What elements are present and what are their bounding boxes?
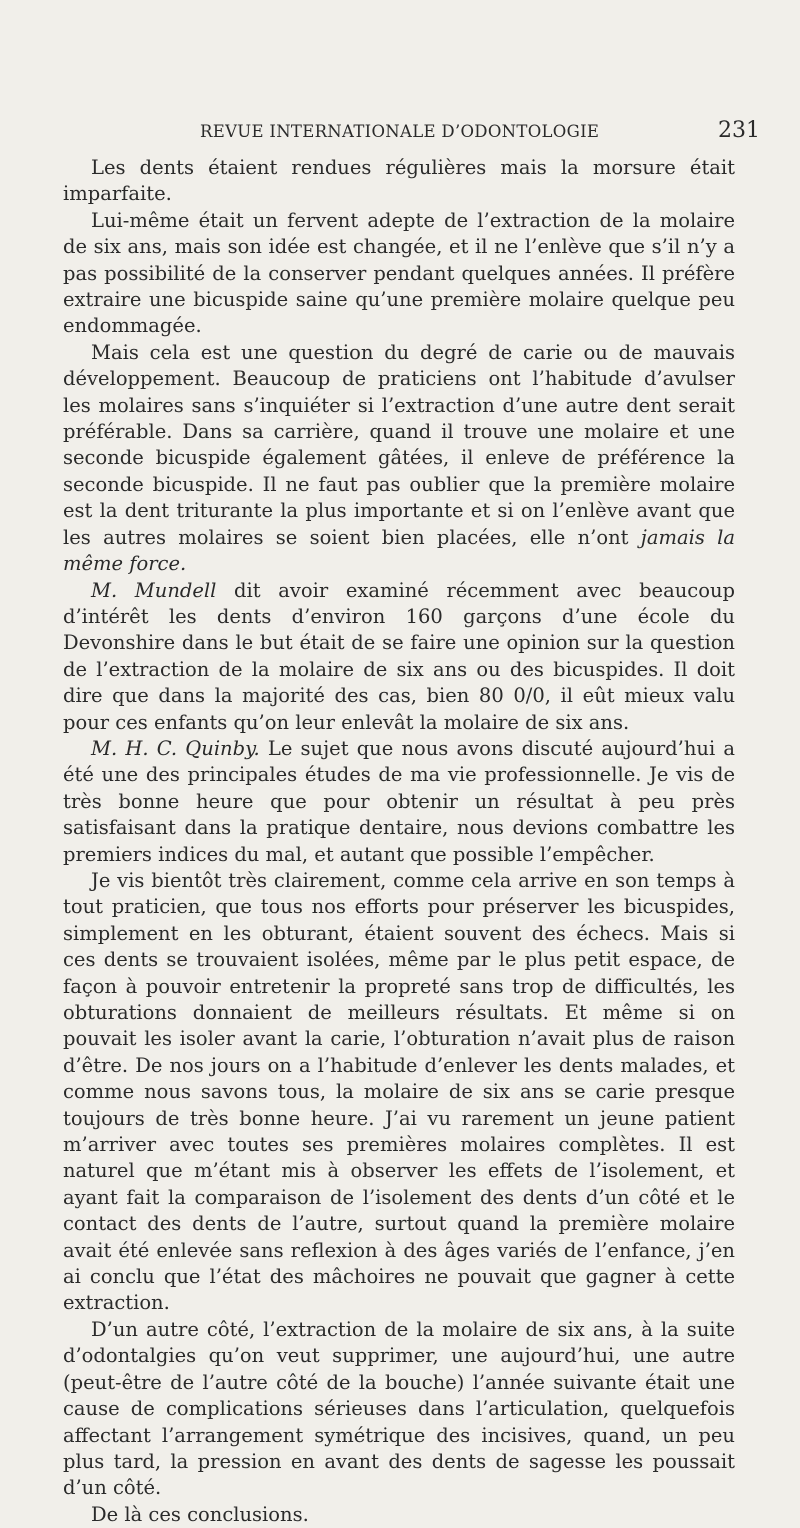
paragraph-text: D’un autre côté, l’extraction de la molaire de six ans, à la suite d’odontalgies qu’on veut supprimer, une aujourd’hui, une autre (peut-être de l’autre côté de la bouche) l’année suivante était une cause de complications sérieuses dans l’articulation, quelquefois affectant l’arrangement symétrique des incisives, quand, un peu plus tard, la pression en avant des dents de sagesse les poussait d’un côté.: [63, 1317, 735, 1500]
paragraph-text: Lui-même était un fervent adepte de l’extraction de la molaire de six ans, mais son idée est changée, et il ne l’enlève que s’il n’y a pas possibilité de la conserver pendant quelques années. Il préfère extraire une bicuspide saine qu’une première molaire quelque peu endommagée.: [63, 208, 735, 338]
paragraph-text: Les dents étaient rendues régulières mais la morsure était imparfaite.: [63, 156, 735, 206]
paragraph-text: Mais cela est une question du degré de carie ou de mauvais développement. Beaucoup de praticiens ont l’habitude d’avulser les molaires sans s’inquiéter si l’extraction d’une autre dent serait préférable. Dans sa carrière, quand il trouve une molaire et une seconde bicuspide également gâtées, il enleve de préférence la seconde bicuspide. Il ne faut pas oublier que la première molaire est la dent triturante la plus importante et si on l’enlève avant que les autres molaires se soient bien placées, elle n’ont: [63, 340, 735, 549]
paragraph-text: dit avoir examiné récemment avec beaucoup d’intérêt les dents d’environ 160 garçons d’une école du Devonshire dans le but était de se faire une opinion sur la question de l’extraction de la molaire de six ans ou des bicuspides. Il doit dire que dans la majorité des cas, bien 80 0/0, il eût mieux valu pour ces enfants qu’on leur enlevât la molaire de six ans.: [63, 578, 735, 734]
paragraph: [63, 868, 735, 1317]
page-number: 231: [718, 118, 760, 143]
paragraph-text: Je vis bientôt très clairement, comme cela arrive en son temps à tout praticien, que tous nos efforts pour préserver les bicuspides, simplement en les obturant, étaient souvent des échecs. Mais si ces dents se trouvaient isolées, même par le plus petit espace, de façon à pouvoir entretenir la propreté sans trop de difficultés, les obturations donnaient de meilleurs résultats. Et même si on pouvait les isoler avant la carie, l’obturation n’avait plus de raison d’être. De nos jours on a l’habitude d’enlever les dents malades, et comme nous savons tous, la molaire de six ans se carie presque toujours de très bonne heure. J’ai vu rarement un jeune patient m’arriver avec toutes ses premières molaires complètes. Il est naturel que m’étant mis à observer les effets de l’isolement, et ayant fait la comparaison de l’isolement des dents d’un côté et le contact des dents de l’autre, surtout quand la première molaire avait été enlevée sans reflexion à des âges variés de l’enfance, j’en ai conclu que l’état des mâchoires ne pouvait que gagner à cette extraction.: [63, 868, 735, 1315]
running-title: REVUE INTERNATIONALE D’ODONTOLOGIE: [200, 122, 600, 141]
emphasized-text: jamais la même force.: [63, 525, 735, 576]
paragraph: [63, 208, 735, 340]
paragraph: [63, 155, 735, 208]
paragraph: [63, 1317, 735, 1502]
paragraph-text: Le sujet que nous avons discuté aujourd’hui a été une des principales études de ma vie professionnelle. Je vis de très bonne heure que pour obtenir un résultat à peu près satisfaisant dans la pratique dentaire, nous devions combattre les premiers indices du mal, et autant que possible l’empêcher.: [63, 736, 735, 866]
page-header: [200, 118, 760, 148]
paragraph-text: De là ces conclusions.: [91, 1502, 309, 1526]
speaker-name: M. H. C. Quinby.: [91, 736, 260, 760]
speaker-name: M. Mundell: [91, 578, 217, 602]
paragraph: [63, 1502, 735, 1528]
paragraph: [63, 340, 735, 578]
paragraph: [63, 578, 735, 736]
body-text: [63, 155, 735, 1528]
paragraph: [63, 736, 735, 868]
